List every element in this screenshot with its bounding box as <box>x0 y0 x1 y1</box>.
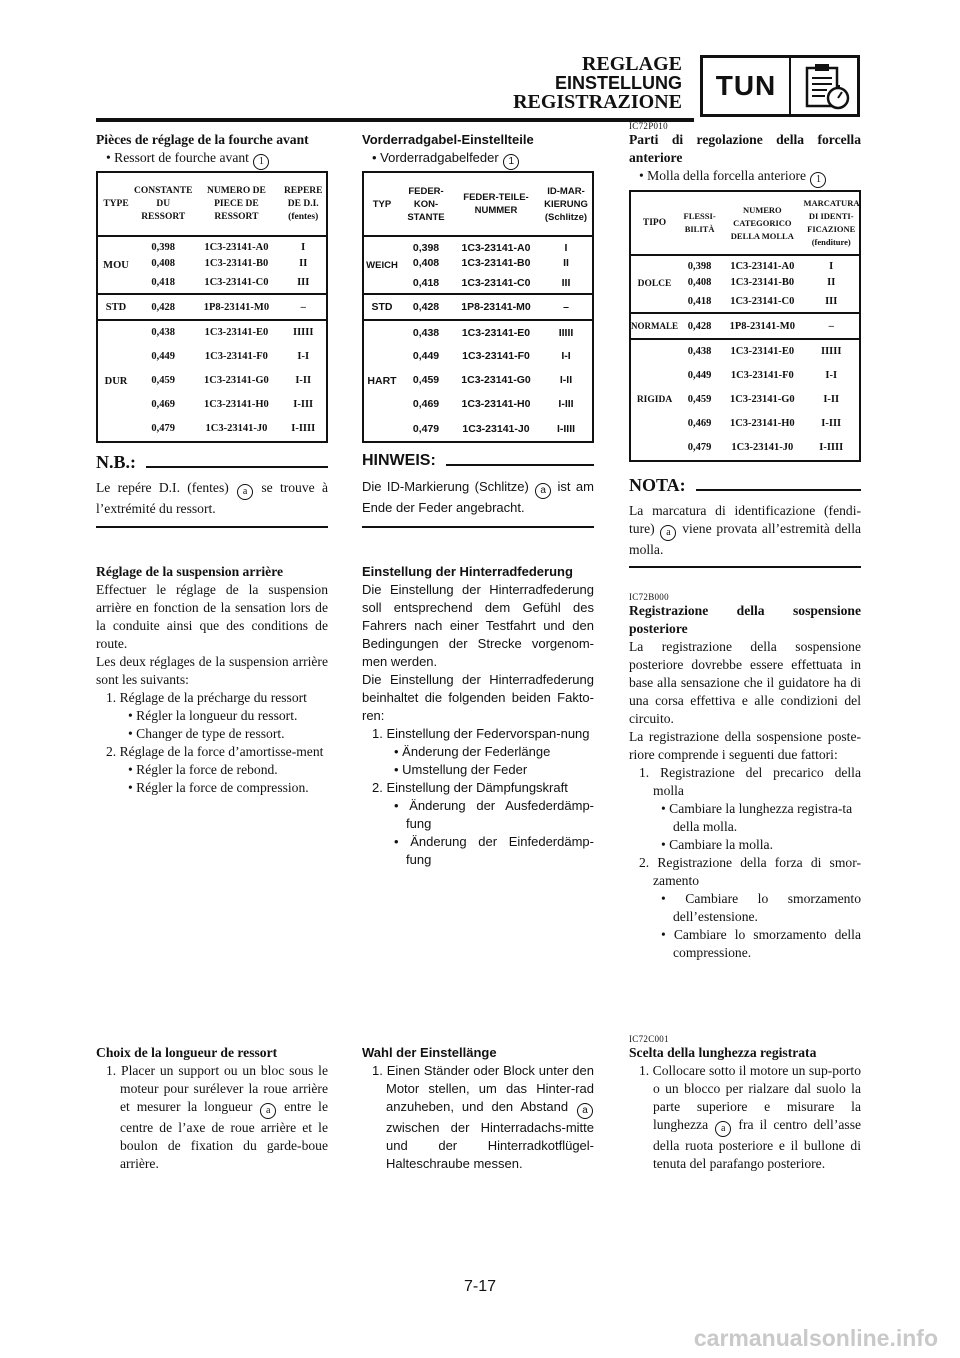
fr-fork-section: Pièces de réglage de la fourche avant • Ressort de fourche avant 1 <box>96 131 328 170</box>
list-item: 2. Einstellung der Dämpfungskraft <box>372 780 568 795</box>
rate-cell: 0,479 <box>412 422 440 435</box>
code-length: IC72C001 <box>629 1034 669 1044</box>
part-cell: 1C3-23141-C0 <box>192 272 280 294</box>
it-note-text: La marcatura di identificazione (fendi-ture) <box>629 503 861 536</box>
it-note <box>629 475 861 559</box>
code-fork: IC72P010 <box>629 121 668 131</box>
callout-1: 1 <box>503 154 519 170</box>
mark-cell: – <box>280 294 327 320</box>
part-cell: 1C3-23141-H0 <box>461 398 531 410</box>
it-fork-section: Parti di regolazione della forcella anteriore • Molla della forcella anteriore 1 <box>629 131 861 188</box>
de-fork-section: Vorderradgabel-Einstellteile • Vorderradgabelfeder 1 <box>362 131 594 170</box>
rate-cell: 0,438 <box>412 326 440 339</box>
fr-note-title: N.B.: <box>96 452 136 472</box>
de-col-type: TYP <box>363 172 400 236</box>
de-note <box>362 452 594 517</box>
it-col-rate: FLESSI-BILITÀ <box>678 191 721 255</box>
callout-1: 1 <box>253 154 269 170</box>
part-cell: 1C3-23141-G0 <box>204 374 269 386</box>
part-cell: 1C3-23141-J0 <box>205 423 268 434</box>
it-length-title: Scelta della lunghezza registrata <box>629 1045 817 1060</box>
callout-a: a <box>577 1103 593 1119</box>
rate-cell: 0,449 <box>687 369 712 381</box>
callout-a: a <box>535 483 551 499</box>
page-number: 7-17 <box>463 1278 497 1295</box>
rate-cell: 0,398 <box>412 241 440 254</box>
mark-cell: I <box>301 242 306 253</box>
it-col-type: TIPO <box>630 191 678 255</box>
rate-cell: 0,408 <box>412 257 440 269</box>
part-cell: 1C3-23141-G0 <box>729 393 795 405</box>
list-subitem: Régler la force de compression. <box>136 780 309 795</box>
de-spring-table <box>362 171 594 443</box>
mark-cell: I-III <box>821 417 842 429</box>
rate-cell: 0,449 <box>412 350 440 362</box>
mark-cell: IIIII <box>558 326 574 339</box>
rate-cell: 0,459 <box>412 374 440 386</box>
part-cell: 1C3-23141-F0 <box>730 369 794 381</box>
de-rear-section: Einstellung der Hinterradfederung Die Einstellung der Hinterradfederung soll entsprechend dem Gefühl des Fahrers nach einer Testfahrt und den Bedingungen der Strecke vorgenom-men werden. Die Einstellung der Hinterradfederung beinhaltet die folgenden beiden Fakto-ren: 1. Einstellung der Federvorspan-nung • Änderung der Federlänge • Umstellung der Feder 2. Einstellung der Dämpfungskraft • Änderung der Ausfederdämp-fung • Änderung der Einfederdämp-fung <box>362 564 594 867</box>
part-cell: 1P8-23141-M0 <box>452 294 540 320</box>
de-length-text: 1. Einen Ständer oder Block unter den Motor stellen, um das Hinter-rad anzuheben, und den Abstand <box>372 1063 594 1114</box>
rate-cell: 0,418 <box>678 291 721 313</box>
list-subitem: Umstellung der Feder <box>402 762 528 777</box>
list-item: 1. Réglage de la précharge du ressort <box>106 690 307 705</box>
de-rear-p2: Die Einstellung der Hinterradfederung beinhaltet die folgenden beiden Fakto-ren: <box>362 672 594 723</box>
list-subitem: Régler la longueur du ressort. <box>136 708 298 723</box>
mark-cell: I-II <box>823 393 840 405</box>
rate-cell: 0,438 <box>687 346 712 357</box>
de-note-text-2: ist am Ende der Feder angebracht. <box>362 479 594 515</box>
mark-cell: – <box>803 313 860 339</box>
list-subitem: Cambiare la lunghezza registra-ta della molla. <box>669 801 853 834</box>
callout-a: a <box>715 1121 731 1137</box>
mark-cell: II <box>299 257 308 269</box>
mark-cell: I-IIII <box>291 423 316 434</box>
rate-cell: 0,469 <box>412 398 440 410</box>
rate-cell: 0,428 <box>134 294 192 320</box>
rate-cell: 0,479 <box>687 442 712 453</box>
clipboard-stopwatch-icon <box>801 62 853 112</box>
part-cell: 1C3-23141-F0 <box>462 350 530 362</box>
fr-rear-p2: Les deux réglages de la suspension arrière sont les suivants: <box>96 654 328 687</box>
rate-cell: 0,469 <box>151 398 176 410</box>
fr-note-text-2: se trouve à l’extrémité du ressort. <box>96 480 328 516</box>
rate-cell: 0,479 <box>151 423 176 434</box>
de-col-part: FEDER-TEILE-NUMMER <box>452 172 540 236</box>
mark-cell: – <box>540 294 593 320</box>
de-note-title: HINWEIS: <box>362 452 436 469</box>
mark-cell: I-III <box>558 398 574 410</box>
de-length-title: Wahl der Einstellänge <box>362 1045 497 1060</box>
list-item: 2. Réglage de la force d’amortisse-ment <box>106 744 324 759</box>
list-subitem: Änderung der Ausfederdämp-fung <box>406 798 594 831</box>
list-subitem: Änderung der Federlänge <box>402 744 551 759</box>
part-cell: 1C3-23141-E0 <box>730 346 795 357</box>
part-cell: 1P8-23141-M0 <box>192 294 280 320</box>
rate-cell: 0,418 <box>400 272 452 294</box>
callout-a: a <box>660 525 676 541</box>
rate-cell: 0,408 <box>151 257 176 269</box>
part-cell: 1C3-23141-J0 <box>462 422 530 435</box>
mark-cell: II <box>563 257 569 269</box>
de-col-rate: FEDER-KON-STANTE <box>400 172 452 236</box>
de-col-mark: ID-MAR-KIERUNG (Schlitze) <box>540 172 593 236</box>
list-subitem: Régler la force de rebond. <box>136 762 278 777</box>
fr-spring-table <box>96 171 328 443</box>
rate-cell: 0,398 <box>151 242 176 253</box>
list-subitem: Änderung der Einfederdämp-fung <box>406 834 594 867</box>
list-subitem: Cambiare la molla. <box>669 837 773 852</box>
de-group-soft: WEICH <box>363 236 400 294</box>
mark-cell: I-I <box>297 350 310 362</box>
part-cell: 1C3-23141-C0 <box>452 272 540 294</box>
fr-length-title: Choix de la longueur de ressort <box>96 1045 278 1060</box>
it-fork-title: Parti di regolazione della forcella anteriore <box>629 132 861 165</box>
part-cell: 1C3-23141-G0 <box>461 374 531 386</box>
it-group-std: NORMALE <box>630 313 678 339</box>
part-cell: 1C3-23141-F0 <box>204 350 268 362</box>
de-fork-title: Vorderradgabel-Einstellteile <box>362 132 534 147</box>
it-fork-item: Molla della forcella anteriore <box>647 168 807 183</box>
rate-cell: 0,469 <box>687 417 712 429</box>
section-badge <box>700 55 860 117</box>
fr-fork-title: Pièces de réglage de la fourche avant <box>96 132 309 147</box>
it-note-title: NOTA: <box>629 475 686 495</box>
rate-cell: 0,398 <box>687 261 712 272</box>
it-rear-section: Registrazione della sospensione posteriore La registrazione della sospensione posteriore dovrebbe essere effettuata in base alla sensazione che il guidatore ha di una corsa effettiva e alle condizioni del circuito. La registrazione della sospensione poste-riore comprende i seguenti due fattori: 1. Registrazione del precarico della molla • Cambiare la lunghezza registra-ta della molla. • Cambiare la molla. 2. Registrazione della forza di smor-zamento • Cambiare lo smorzamento dell’estensione. • Cambiare lo smorzamento della compressione. <box>629 603 861 960</box>
mark-cell: I <box>564 241 568 254</box>
section-label: TUN <box>715 70 777 101</box>
mark-cell: I-II <box>559 374 573 386</box>
mark-cell: I-IIII <box>556 422 576 435</box>
fr-col-type: TYPE <box>97 172 134 236</box>
mark-cell: I-III <box>293 398 314 410</box>
de-group-hard: HART <box>367 375 397 387</box>
header-title-it: REGISTRAZIONE <box>513 91 682 113</box>
mark-cell: IIIII <box>292 327 314 338</box>
fr-rear-p1: Effectuer le réglage de la suspension arrière en fonction de la sensation lors de la conduite ainsi que des conditions de route. <box>96 582 328 651</box>
mark-cell: I-I <box>825 369 838 381</box>
callout-a: a <box>260 1103 276 1119</box>
list-subitem: Cambiare lo smorzamento della compressione. <box>673 927 861 960</box>
it-group-hard: RIGIDA <box>636 395 673 405</box>
it-group-soft: DOLCE <box>630 255 678 313</box>
mark-cell: II <box>827 276 836 288</box>
mark-cell: I-I <box>561 350 571 362</box>
fr-length-text-2: entre le centre de l’axe de roue arrière et le boulon de fixation du garde-boue arrière. <box>120 1099 328 1171</box>
de-fork-item: Vorderradgabelfeder <box>380 150 499 165</box>
rate-cell: 0,438 <box>151 327 176 338</box>
header-title-fr: REGLAGE <box>581 53 682 75</box>
part-cell: 1C3-23141-E0 <box>461 326 531 339</box>
fr-col-rate: CONSTANTE DU RESSORT <box>134 172 192 236</box>
fr-note <box>96 452 328 518</box>
fr-group-soft: MOU <box>97 236 134 294</box>
part-cell: 1P8-23141-M0 <box>721 313 803 339</box>
part-cell: 1C3-23141-B0 <box>461 257 531 269</box>
it-length-text-2: fra il centro dell’asse della ruota posteriore e il bullone di tenuta del parafango posteriore. <box>653 1117 862 1171</box>
list-item: 1. Registrazione del precarico della molla <box>639 765 861 798</box>
de-group-std: STD <box>363 294 400 320</box>
fr-length-section <box>96 1044 328 1173</box>
part-cell: 1C3-23141-J0 <box>731 442 794 453</box>
rate-cell: 0,459 <box>687 393 712 405</box>
fr-rear-title: Réglage de la suspension arrière <box>96 564 284 579</box>
it-spring-table <box>629 190 861 462</box>
part-cell: 1C3-23141-A0 <box>730 261 795 272</box>
mark-cell: III <box>280 272 327 294</box>
callout-a: a <box>237 484 253 500</box>
rate-cell: 0,428 <box>678 313 721 339</box>
part-cell: 1C3-23141-B0 <box>204 257 269 269</box>
part-cell: 1C3-23141-B0 <box>730 276 795 288</box>
mark-cell: I-IIII <box>819 442 844 453</box>
part-cell: 1C3-23141-A0 <box>204 242 269 253</box>
de-length-section <box>362 1044 594 1173</box>
it-rear-title: Registrazione della sospensione posteriore <box>629 603 861 636</box>
watermark: carmanualsonline.info <box>693 1325 938 1351</box>
rate-cell: 0,449 <box>151 350 176 362</box>
de-rear-p1: Die Einstellung der Hinterradfederung soll entsprechend dem Gefühl des Fahrers nach einer Testfahrt und den Bedingungen der Strecke vorgenom-men werden. <box>362 582 594 669</box>
list-item: 1. Einstellung der Federvorspan-nung <box>372 726 590 741</box>
mark-cell: IIIII <box>821 346 842 357</box>
callout-1: 1 <box>810 172 826 188</box>
it-col-mark: MARCATURA DI IDENTI-FICAZIONE (fenditure) <box>803 191 860 255</box>
fr-rear-section: Réglage de la suspension arrière Effectuer le réglage de la suspension arrière en fonction de la sensation lors de la conduite ainsi que des conditions de route. Les deux réglages de la suspension arrière sont les suivants: 1. Réglage de la précharge du ressort • Régler la longueur du ressort. • Changer de type de ressort. 2. Réglage de la force d’amortisse-ment • Régler la force de rebond. • Régler la force de compression. <box>96 564 328 795</box>
de-rear-title: Einstellung der Hinterradfederung <box>362 564 573 579</box>
de-length-text-2: zwischen der Hinterradachs-mitte und der Hinterradkotflügel-Halteschraube messen. <box>386 1120 594 1171</box>
it-col-part: NUMERO CATEGORICO DELLA MOLLA <box>721 191 803 255</box>
part-cell: 1C3-23141-E0 <box>204 327 269 338</box>
fr-col-mark: REPERE DE D.I. (fentes) <box>280 172 327 236</box>
fr-note-text: Le repére D.I. (fentes) <box>96 480 229 495</box>
it-rear-p1: La registrazione della sospensione posteriore dovrebbe essere effettuata in base alla sensazione che il guidatore ha di una corsa effettiva e alle condizioni del circuito. <box>629 639 861 726</box>
part-cell: 1C3-23141-A0 <box>461 241 531 254</box>
mark-cell: I-II <box>295 374 312 386</box>
fr-group-std: STD <box>97 294 134 320</box>
rate-cell: 0,428 <box>400 294 452 320</box>
code-rear: IC72B000 <box>629 592 669 602</box>
it-note-text-2: viene provata all’estremità della molla. <box>629 521 862 557</box>
it-length-section <box>629 1044 861 1173</box>
list-item: 2. Registrazione della forza di smor-zamento <box>639 855 861 888</box>
mark-cell: III <box>540 272 593 294</box>
it-length-text: 1. Collocare sotto il motore un sup-porto o un blocco per rialzare dal suolo la parte superiore e misurare la lunghezza <box>639 1063 861 1132</box>
list-subitem: Changer de type de ressort. <box>136 726 285 741</box>
part-cell: 1C3-23141-C0 <box>721 291 803 313</box>
it-rear-p2: La registrazione della sospensione poste-riore comprende i seguenti due fattori: <box>629 729 861 762</box>
list-subitem: Cambiare lo smorzamento dell’estensione. <box>673 891 861 924</box>
part-cell: 1C3-23141-H0 <box>204 398 269 410</box>
rate-cell: 0,418 <box>134 272 192 294</box>
rate-cell: 0,459 <box>151 374 176 386</box>
header-title-de: EINSTELLUNG <box>554 73 682 93</box>
rate-cell: 0,408 <box>687 276 712 288</box>
de-note-text: Die ID-Markierung (Schlitze) <box>362 479 529 494</box>
mark-cell: III <box>803 291 860 313</box>
fr-group-hard: DUR <box>104 375 128 387</box>
fr-length-text: 1. Placer un support ou un bloc sous le moteur pour surélever la roue arrière et mesurer la longueur <box>106 1063 328 1114</box>
fr-fork-item: Ressort de fourche avant <box>114 150 249 165</box>
fr-col-part: NUMERO DE PIECE DE RESSORT <box>192 172 280 236</box>
mark-cell: I <box>829 261 834 272</box>
part-cell: 1C3-23141-H0 <box>729 417 795 429</box>
